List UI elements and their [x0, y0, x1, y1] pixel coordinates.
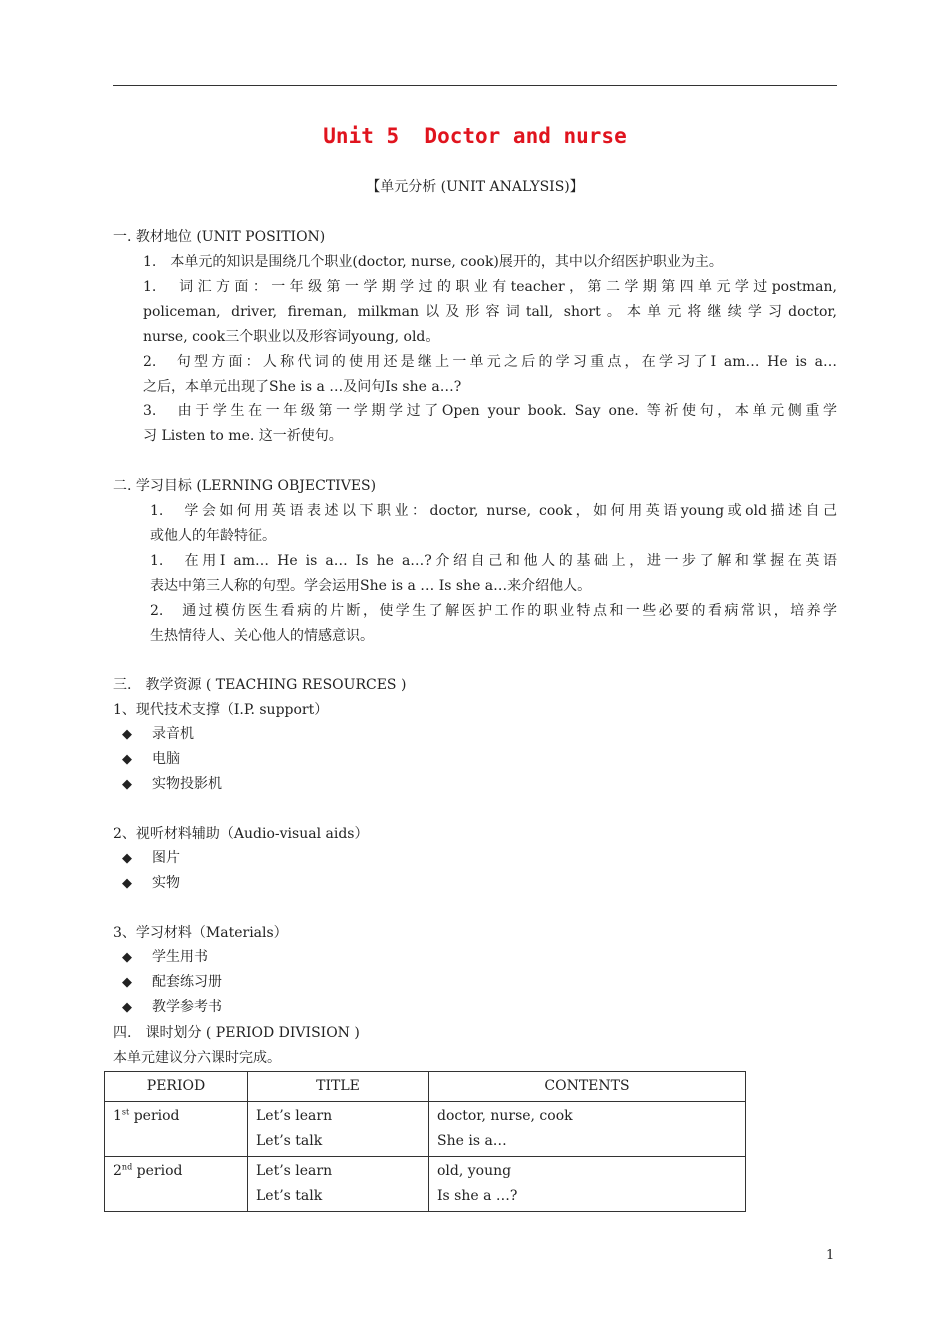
- analysis-heading: 【单元分析 (UNIT ANALYSIS)】: [366, 179, 584, 195]
- bullet-icon: ◆: [122, 975, 132, 990]
- title-cell: Let’s learn Let’s talk: [248, 1102, 429, 1157]
- title-cell: Let’s learn Let’s talk: [248, 1157, 429, 1212]
- section1-item2-line2: policeman, driver, fireman, milkman以及形容词tall, short。本单元将继续学习doctor,: [143, 304, 837, 320]
- list-item: ◆ 配套练习册: [122, 972, 222, 993]
- list-item: ◆ 教学参考书: [122, 997, 222, 1018]
- contents-cell: doctor, nurse, cook She is a…: [429, 1102, 746, 1157]
- section2-item3-line2: 生热情待人、关心他人的情感意识。: [150, 628, 374, 644]
- list-item: ◆ 图片: [122, 848, 180, 869]
- resource-group1-label: 1、现代技术支撑（I.P. support）: [113, 702, 329, 718]
- section1-item4-line1: 3. 由于学生在一年级第一学期学过了Open your book. Say one. 等祈使句，本单元侧重学: [143, 403, 837, 419]
- list-item: ◆ 实物: [122, 873, 180, 894]
- bullet-icon: ◆: [122, 1000, 132, 1015]
- period-table: [104, 1071, 746, 1212]
- list-item: ◆ 电脑: [122, 749, 180, 770]
- table-row: [105, 1102, 746, 1157]
- section4-heading: 四. 课时划分 ( PERIOD DIVISION ): [113, 1025, 360, 1041]
- document-title: Unit 5 Doctor and nurse: [323, 124, 627, 148]
- section1-item2-line3: nurse, cook三个职业以及形容词young, old。: [143, 329, 440, 345]
- section2-item1-line1: 1. 学会如何用英语表述以下职业：doctor, nurse, cook，如何用英语young或old描述自己: [150, 503, 837, 519]
- section2-item2-line2: 表达中第三人称的句型。学会运用She is a … Is she a…来介绍他人。: [150, 578, 592, 594]
- section1-item2-line1: 1. 词汇方面：一年级第一学期学过的职业有teacher，第二学期第四单元学过postman,: [143, 279, 837, 295]
- bullet-icon: ◆: [122, 851, 132, 866]
- section2-item2-line1: 1. 在用I am… He is a… Is he a…?介绍自己和他人的基础上，进一步了解和掌握在英语: [150, 553, 837, 569]
- period-cell: 1st period: [105, 1102, 248, 1157]
- bullet-icon: ◆: [122, 876, 132, 891]
- section1-item4-line2: 习 Listen to me. 这一祈使句。: [143, 428, 343, 444]
- list-item: ◆ 录音机: [122, 724, 194, 745]
- section4-intro: 本单元建议分六课时完成。: [113, 1050, 281, 1066]
- section1-heading: 一. 教材地位 (UNIT POSITION): [113, 229, 326, 245]
- column-header: TITLE: [248, 1072, 429, 1102]
- resource-group3-label: 3、学习材料（Materials）: [113, 925, 288, 941]
- section1-item3-line2: 之后，本单元出现了She is a …及问句Is she a…?: [143, 379, 462, 395]
- period-cell: 2nd period: [105, 1157, 248, 1212]
- column-header: PERIOD: [105, 1072, 248, 1102]
- bullet-icon: ◆: [122, 752, 132, 767]
- section2-heading: 二. 学习目标 (LERNING OBJECTIVES): [113, 478, 377, 494]
- header-rule: [113, 85, 837, 86]
- bullet-icon: ◆: [122, 727, 132, 742]
- list-item: ◆ 实物投影机: [122, 774, 222, 795]
- bullet-icon: ◆: [122, 777, 132, 792]
- section2-item3-line1: 2. 通过模仿医生看病的片断，使学生了解医护工作的职业特点和一些必要的看病常识，培养学: [150, 603, 837, 619]
- contents-cell: old, young Is she a …?: [429, 1157, 746, 1212]
- page-number: 1: [826, 1248, 835, 1263]
- section3-heading: 三. 教学资源 ( TEACHING RESOURCES ): [113, 677, 407, 693]
- column-header: CONTENTS: [429, 1072, 746, 1102]
- section1-item1: 1. 本单元的知识是围绕几个职业(doctor, nurse, cook)展开的，其中以介绍医护职业为主。: [143, 254, 723, 270]
- table-header-row: [105, 1072, 746, 1102]
- section1-item3-line1: 2. 句型方面：人称代词的使用还是继上一单元之后的学习重点，在学习了I am… He is a…: [143, 354, 837, 370]
- bullet-icon: ◆: [122, 950, 132, 965]
- table-row: [105, 1157, 746, 1212]
- section2-item1-line2: 或他人的年龄特征。: [150, 528, 276, 544]
- list-item: ◆ 学生用书: [122, 947, 208, 968]
- resource-group2-label: 2、视听材料辅助（Audio-visual aids）: [113, 826, 369, 842]
